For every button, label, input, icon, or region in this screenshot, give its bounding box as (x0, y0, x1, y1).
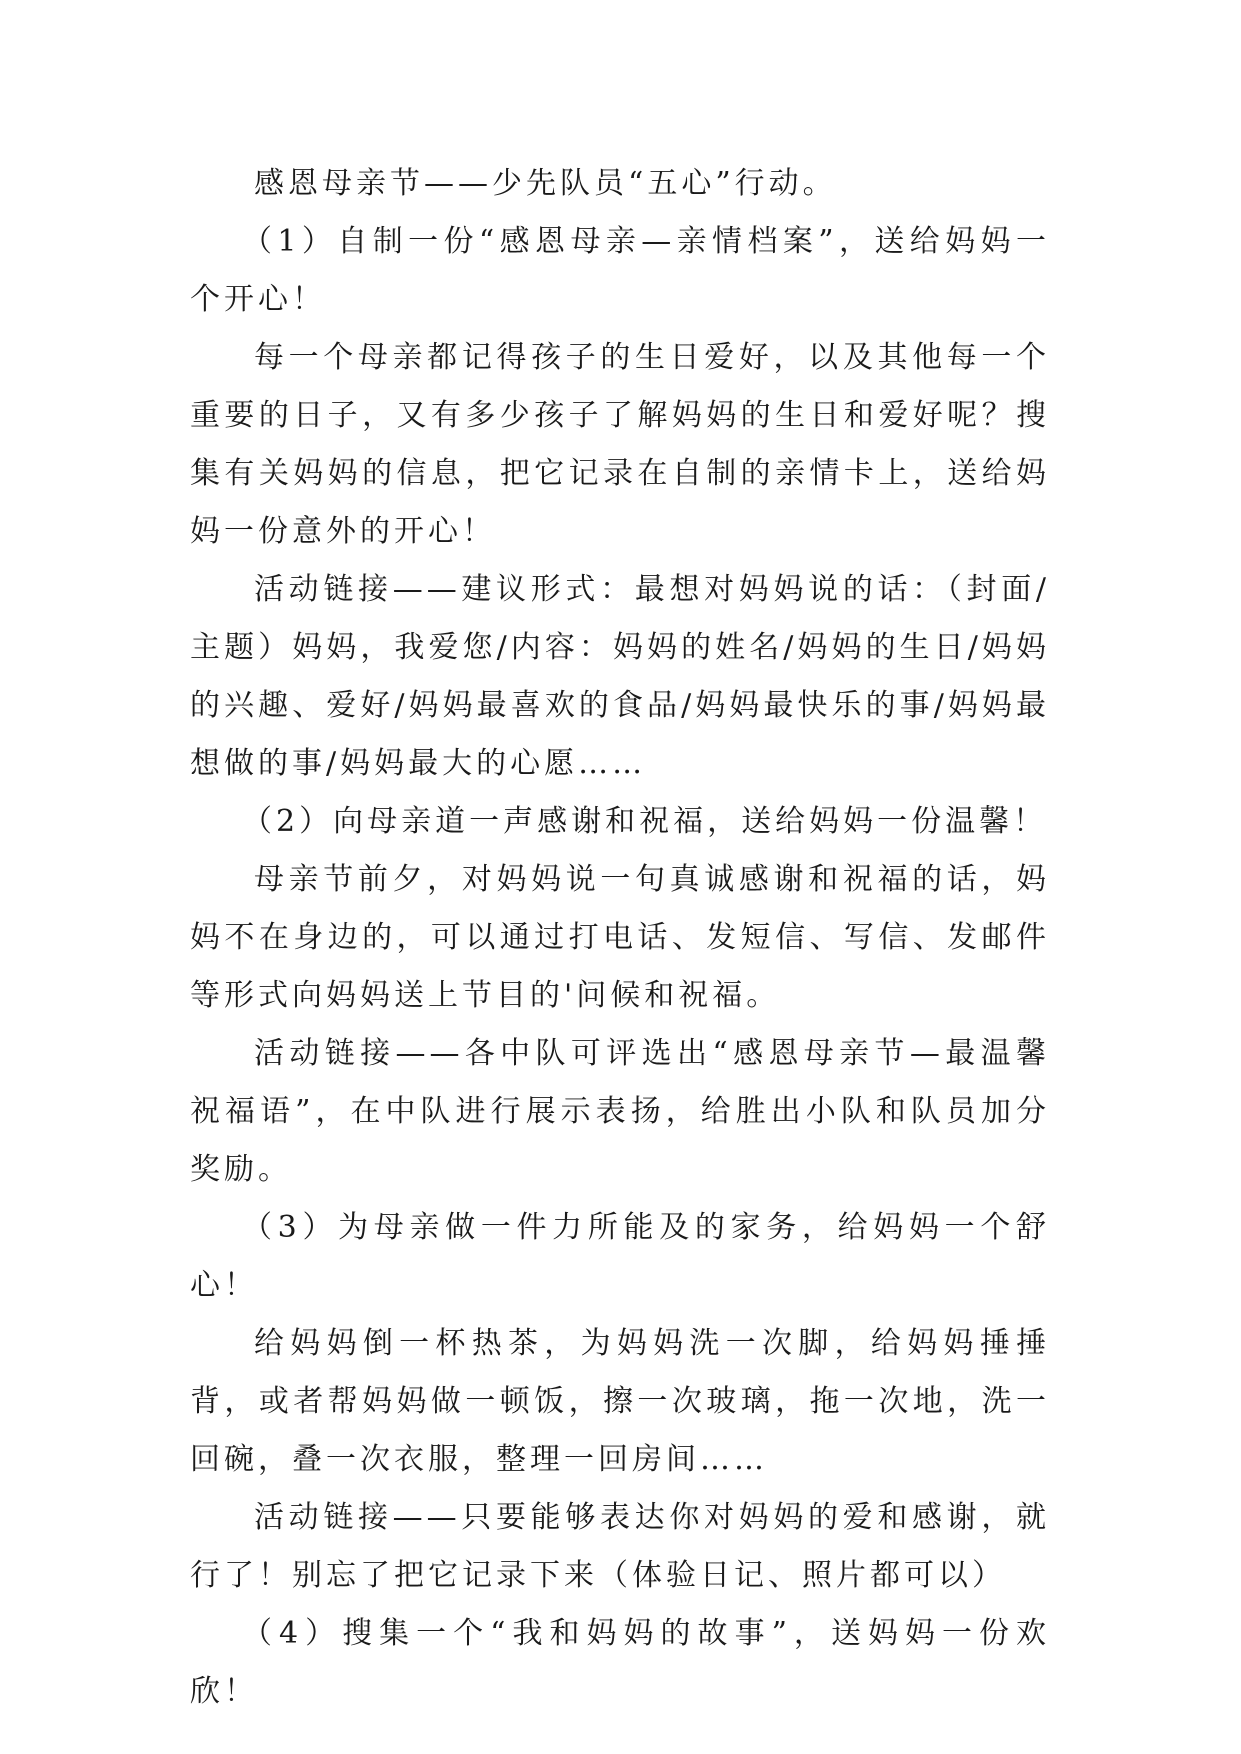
document-body (190, 155, 1050, 1721)
item-3-paragraph: （3）为母亲做一件力所能及的家务，给妈妈一个舒心！ (190, 1210, 1050, 1303)
body-paragraph: 母亲节前夕，对妈妈说一句真诚感谢和祝福的话，妈妈不在身边的，可以通过打电话、发短信、写信、发邮件等形式向妈妈送上节目的'问候和祝福。 (190, 862, 1050, 1013)
body-paragraph: 给妈妈倒一杯热茶，为妈妈洗一次脚，给妈妈捶捶背，或者帮妈妈做一顿饭，擦一次玻璃，拖一次地，洗一回碗，叠一次衣服，整理一回房间…… (190, 1326, 1050, 1477)
item-4-paragraph: （4）搜集一个“我和妈妈的故事”，送妈妈一份欢欣！ (190, 1616, 1050, 1709)
heading-paragraph: 感恩母亲节——少先队员“五心”行动。 (254, 166, 837, 201)
activity-link-paragraph: 活动链接——各中队可评选出“感恩母亲节—最温馨祝福语”，在中队进行展示表扬，给胜出小队和队员加分奖励。 (190, 1036, 1050, 1187)
activity-link-paragraph: 活动链接——只要能够表达你对妈妈的爱和感谢，就行了！别忘了把它记录下来（体验日记、照片都可以） (190, 1500, 1050, 1593)
body-paragraph: 每一个母亲都记得孩子的生日爱好，以及其他每一个重要的日子，又有多少孩子了解妈妈的生日和爱好呢？搜集有关妈妈的信息，把它记录在自制的亲情卡上，送给妈妈一份意外的开心！ (190, 340, 1050, 549)
item-2-paragraph: （2）向母亲道一声感谢和祝福，送给妈妈一份温馨！ (242, 804, 1048, 839)
item-1-paragraph: （1）自制一份“感恩母亲—亲情档案”，送给妈妈一个开心！ (190, 224, 1050, 317)
activity-link-paragraph: 活动链接——建议形式：最想对妈妈说的话：（封面/主题）妈妈，我爱您/内容：妈妈的姓名/妈妈的生日/妈妈的兴趣、爱好/妈妈最喜欢的食品/妈妈最快乐的事/妈妈最想做的事/妈妈最大的心愿…… (190, 572, 1050, 781)
